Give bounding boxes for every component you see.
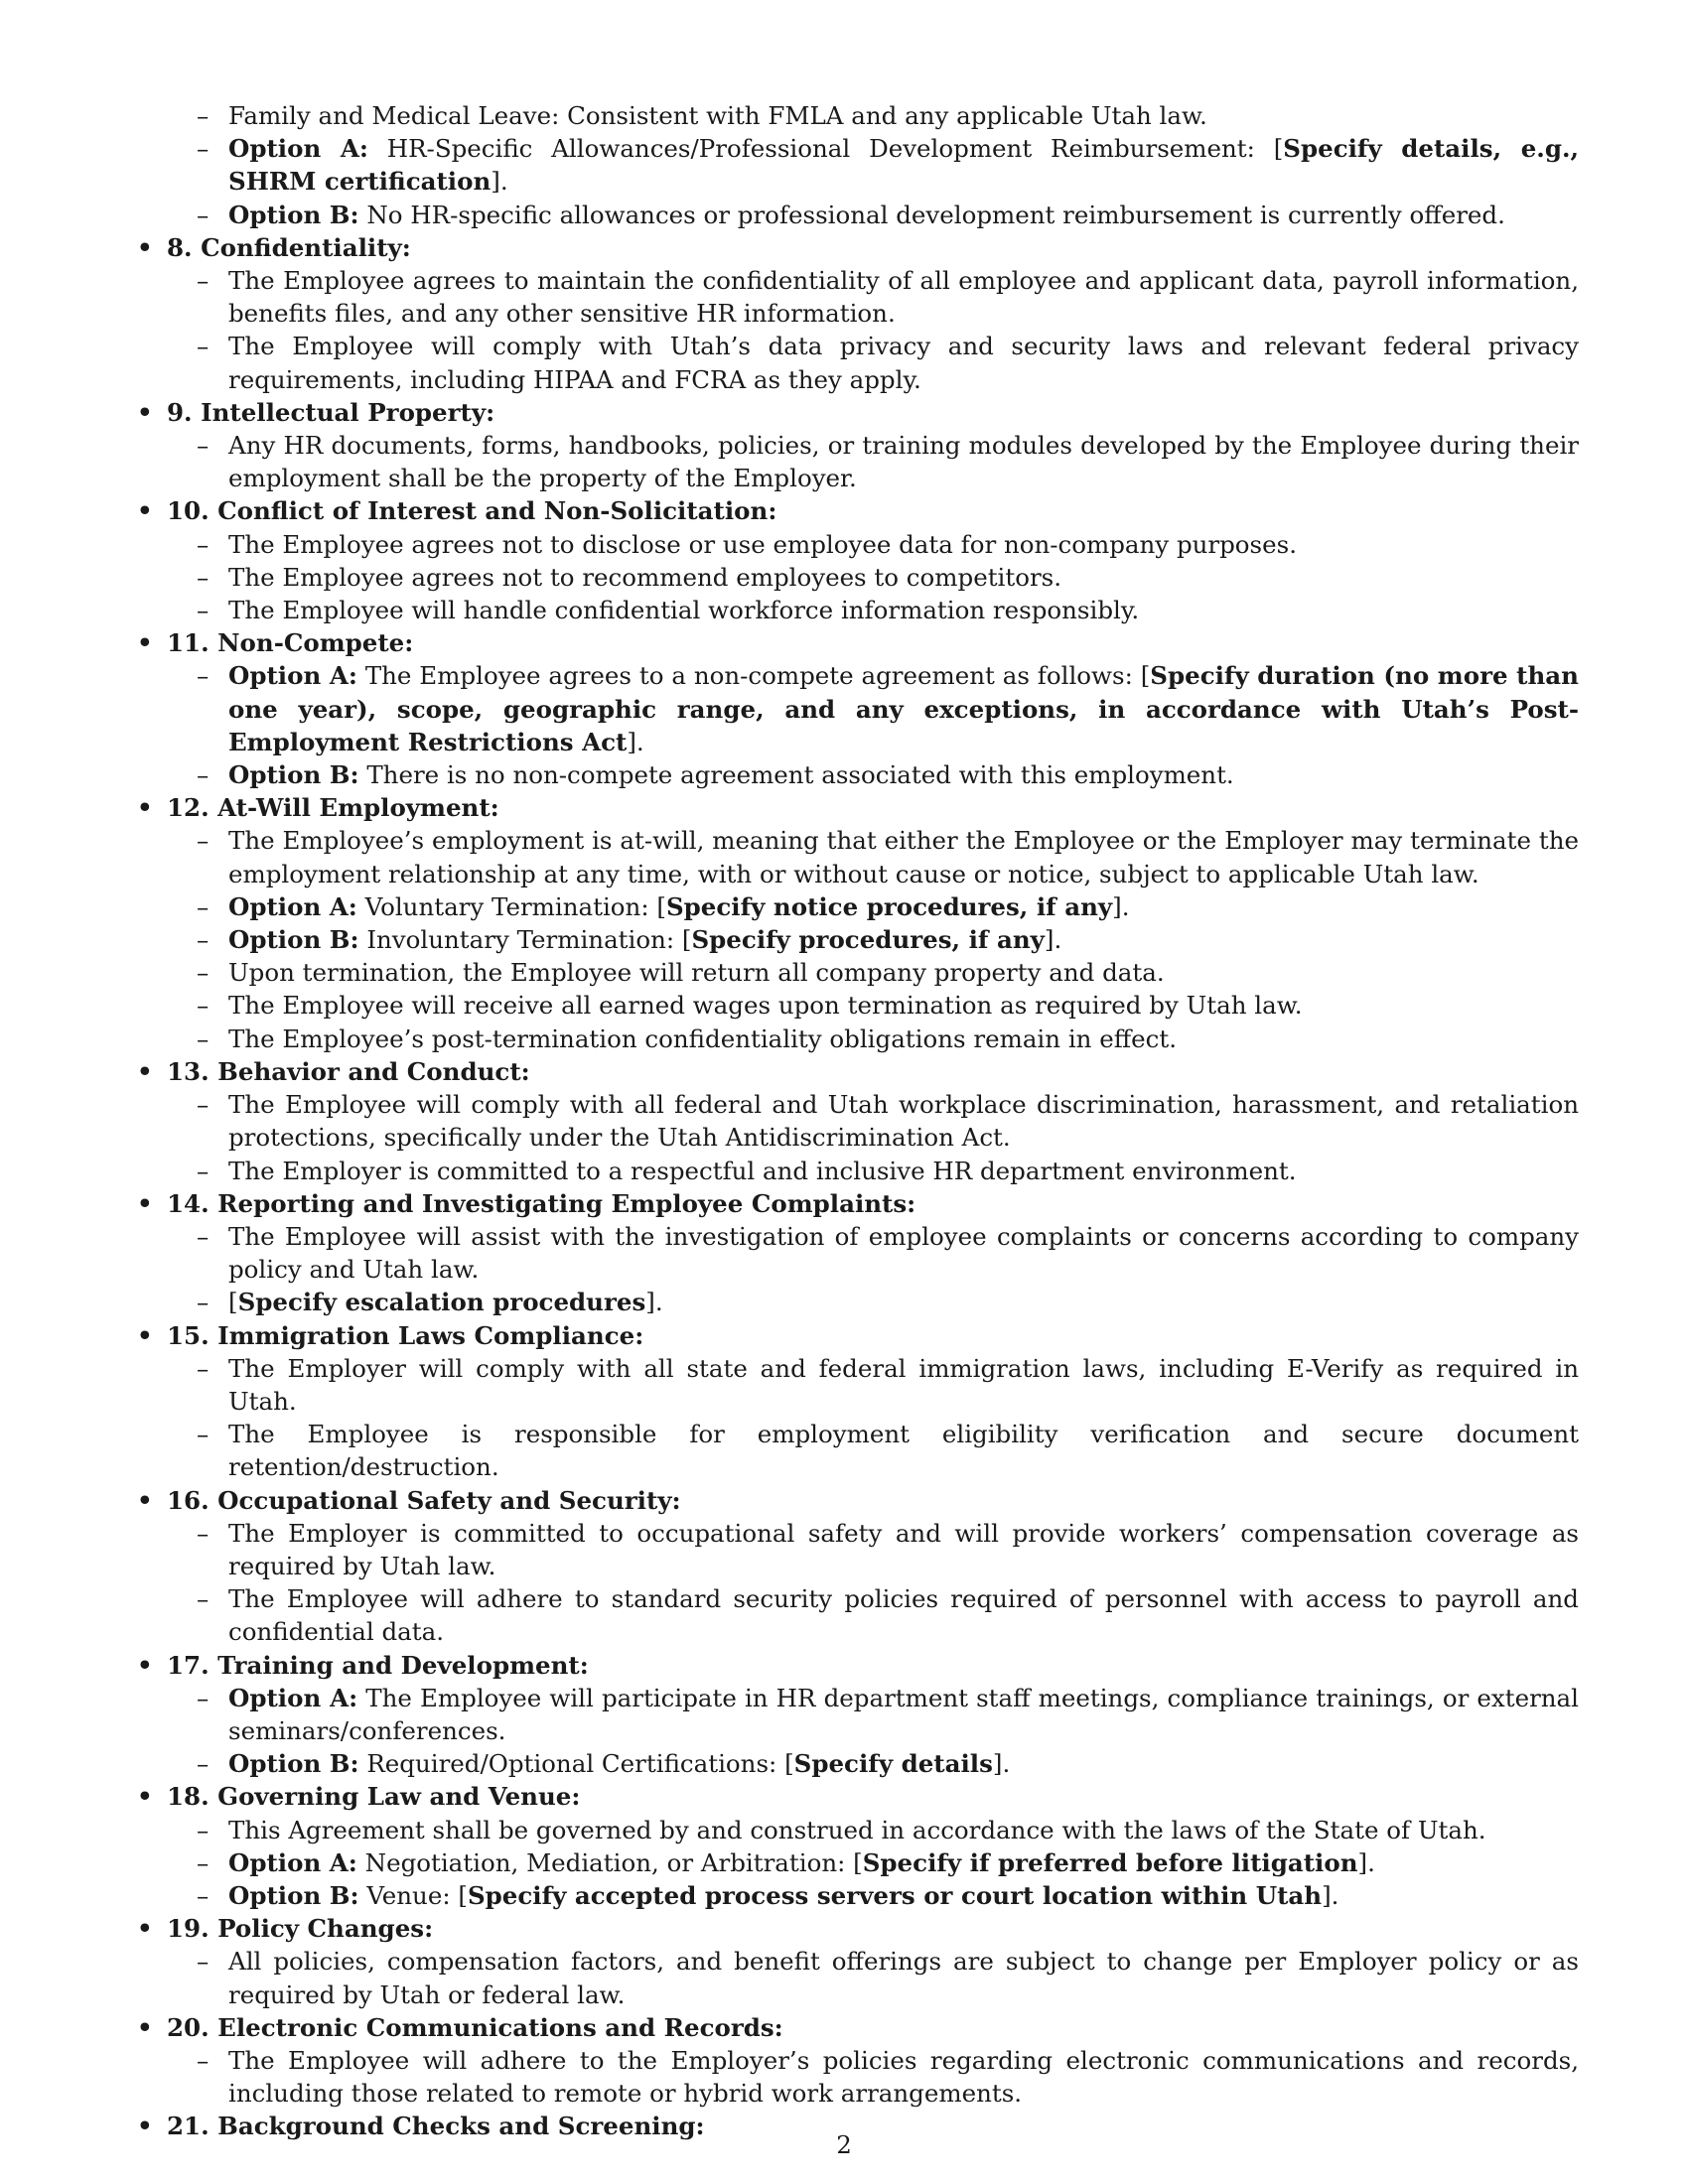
dash-marker: – (197, 1353, 210, 1383)
section (137, 1187, 1579, 1319)
section (137, 1780, 1579, 1912)
bold-text: Option B: (228, 200, 359, 229)
dash-marker: – (197, 101, 210, 130)
list-item (197, 429, 1579, 494)
dash-marker: – (197, 826, 210, 856)
section-items (197, 528, 1579, 627)
bold-text: Option B: (228, 1880, 359, 1910)
section-heading: 20. Electronic Communications and Records: (167, 2012, 783, 2042)
section-list (137, 231, 1579, 2143)
list-item (197, 1352, 1579, 1418)
section-items (197, 429, 1579, 494)
item-text: Voluntary Termination: [ (356, 891, 666, 921)
bold-text: Specify if preferred before litigation (862, 1847, 1358, 1877)
section-heading: 17. Training and Development: (167, 1650, 589, 1680)
section (137, 1319, 1579, 1484)
list-item (197, 1023, 1579, 1055)
dash-marker: – (197, 332, 210, 361)
bullet-marker: • (137, 1485, 153, 1515)
section-items (197, 824, 1579, 1054)
list-item (197, 1846, 1579, 1879)
section (137, 1912, 1579, 2011)
list-item (197, 199, 1579, 231)
item-text: The Employee will comply with Utah’s data privacy and security laws and relevant federal privacy requirements, including HIPAA and FCRA as they apply. (228, 332, 1579, 394)
list-item (197, 956, 1579, 989)
section-items (197, 1088, 1579, 1187)
bold-text: Specify duration (no more than one year), scope, geographic range, and any exceptions, in accordance with Utah’s Post-Employment Restrictions Act (228, 661, 1579, 756)
dash-marker: – (197, 1288, 210, 1317)
item-text: ]. (1322, 1880, 1339, 1910)
item-text: The Employee will participate in HR department staff meetings, compliance trainings, or external seminars/conferences. (228, 1683, 1579, 1745)
bullet-marker: • (137, 1914, 153, 1944)
section-items (197, 2044, 1579, 2110)
item-text: ]. (627, 727, 644, 756)
bold-text: Specify details, e.g., SHRM certification (228, 134, 1580, 197)
bold-text: Option A: (228, 1683, 358, 1712)
list-item (197, 1747, 1579, 1780)
item-text: ]. (1357, 1847, 1375, 1877)
item-text: The Employee will assist with the investigation of employee complaints or concerns according to company policy and Utah law. (228, 1221, 1579, 1285)
item-text: The Employer will comply with all state and federal immigration laws, including E-Verify as required in Utah. (228, 1353, 1579, 1416)
section-items (197, 1814, 1579, 1913)
section-heading: 14. Reporting and Investigating Employee Complaints: (167, 1188, 916, 1218)
dash-marker: – (197, 1815, 210, 1844)
item-text: Required/Optional Certifications: [ (358, 1749, 794, 1779)
bold-text: Option B: (228, 760, 359, 790)
dash-marker: – (197, 431, 210, 461)
item-text: The Employee will receive all earned wages upon termination as required by Utah law. (228, 991, 1303, 1021)
dash-marker: – (197, 134, 210, 164)
list-item (197, 1879, 1579, 1912)
section-heading: 19. Policy Changes: (167, 1914, 434, 1944)
item-text: Involuntary Termination: [ (358, 925, 692, 955)
list-item (197, 594, 1579, 626)
section-items (197, 659, 1579, 791)
list-item (197, 2044, 1579, 2110)
continued-items (197, 99, 1579, 231)
item-text: Family and Medical Leave: Consistent with FMLA and any applicable Utah law. (228, 101, 1207, 130)
dash-marker: – (197, 958, 210, 988)
item-text: [ (228, 1288, 238, 1317)
section-items (197, 264, 1579, 396)
dash-marker: – (197, 1221, 210, 1251)
item-text: Upon termination, the Employee will return all company property and data. (228, 958, 1165, 988)
list-item (197, 1220, 1579, 1286)
list-item (197, 1582, 1579, 1648)
list-item (197, 989, 1579, 1022)
bullet-marker: • (137, 2112, 153, 2141)
dash-marker: – (197, 661, 210, 691)
item-text: The Employer is committed to occupational safety and will provide workers’ compensation coverage as required by Utah law. (228, 1518, 1579, 1580)
dash-marker: – (197, 1749, 210, 1779)
item-text: ]. (1044, 925, 1062, 955)
section-items (197, 1517, 1579, 1649)
section (137, 396, 1579, 495)
dash-marker: – (197, 1518, 210, 1548)
dash-marker: – (197, 1090, 210, 1120)
item-text: This Agreement shall be governed by and construed in accordance with the laws of the State of Utah. (228, 1815, 1486, 1844)
section-heading: 13. Behavior and Conduct: (167, 1056, 530, 1086)
bullet-marker: • (137, 1782, 153, 1812)
list-item (197, 1814, 1579, 1846)
section-heading: 15. Immigration Laws Compliance: (167, 1320, 644, 1350)
item-text: ]. (1112, 891, 1130, 921)
document-body (137, 99, 1579, 2143)
item-text: The Employee agrees not to recommend employees to competitors. (228, 562, 1062, 592)
section-heading: 9. Intellectual Property: (167, 397, 495, 427)
item-text: ]. (491, 167, 508, 197)
section (137, 626, 1579, 791)
item-text: All policies, compensation factors, and benefit offerings are subject to change per Employer policy or as required by Utah or federal law. (228, 1947, 1579, 2009)
dash-marker: – (197, 200, 210, 229)
bullet-marker: • (137, 496, 153, 526)
list-item (197, 824, 1579, 889)
section-heading: 11. Non-Compete: (167, 628, 414, 658)
section-items (197, 1945, 1579, 2010)
item-text: Negotiation, Mediation, or Arbitration: [ (356, 1847, 863, 1877)
dash-marker: – (197, 266, 210, 296)
section (137, 1649, 1579, 1781)
list-item (197, 1088, 1579, 1154)
section-heading: 10. Conflict of Interest and Non-Solicitation: (167, 496, 777, 526)
item-text: The Employee’s employment is at-will, meaning that either the Employee or the Employer may terminate the employment relationship at any time, with or without cause or notice, subject to applicable Utah law. (228, 826, 1579, 888)
item-text: The Employee will handle confidential workforce information responsibly. (228, 596, 1140, 625)
section (137, 791, 1579, 1055)
list-item (197, 1418, 1579, 1483)
list-item (197, 99, 1579, 132)
dash-marker: – (197, 562, 210, 592)
bold-text: Specify notice procedures, if any (665, 891, 1113, 921)
bullet-marker: • (137, 628, 153, 658)
item-text: There is no non-compete agreement associated with this employment. (358, 760, 1234, 790)
item-text: The Employee agrees not to disclose or use employee data for non-company purposes. (228, 529, 1297, 559)
dash-marker: – (197, 991, 210, 1021)
bullet-marker: • (137, 397, 153, 427)
item-text: The Employee will adhere to standard security policies required of personnel with access to payroll and confidential data. (228, 1584, 1579, 1647)
section-continued (137, 99, 1579, 231)
dash-marker: – (197, 925, 210, 955)
bold-text: Option B: (228, 1749, 359, 1779)
section (137, 231, 1579, 396)
section-heading: 12. At-Will Employment: (167, 793, 499, 823)
dash-marker: – (197, 1880, 210, 1910)
dash-marker: – (197, 1024, 210, 1053)
section (137, 494, 1579, 626)
list-item (197, 132, 1579, 198)
dash-marker: – (197, 529, 210, 559)
item-text: The Employee’s post-termination confidentiality obligations remain in effect. (228, 1024, 1177, 1053)
list-item (197, 659, 1579, 758)
item-text: The Employee is responsible for employment eligibility verification and secure document retention/destruction. (228, 1420, 1579, 1482)
list-item (197, 890, 1579, 923)
section-items (197, 1220, 1579, 1319)
list-item (197, 923, 1579, 956)
bullet-marker: • (137, 1056, 153, 1086)
list-item (197, 561, 1579, 594)
item-text: ]. (645, 1288, 663, 1317)
bold-text: Option A: (228, 891, 357, 921)
item-text: Venue: [ (358, 1880, 468, 1910)
item-text: HR-Specific Allowances/Professional Development Reimbursement: [ (367, 134, 1284, 164)
dash-marker: – (197, 1947, 210, 1977)
dash-marker: – (197, 1420, 210, 1449)
bold-text: Specify procedures, if any (691, 925, 1045, 955)
bullet-marker: • (137, 1650, 153, 1680)
bullet-marker: • (137, 232, 153, 262)
section-heading: 16. Occupational Safety and Security: (167, 1485, 681, 1515)
item-text: The Employer is committed to a respectful and inclusive HR department environment. (228, 1156, 1297, 1185)
bold-text: Option A: (228, 134, 368, 164)
list-item (197, 528, 1579, 561)
list-item (197, 264, 1579, 330)
section-heading: 18. Governing Law and Venue: (167, 1782, 581, 1812)
bold-text: Option B: (228, 925, 359, 955)
item-text: The Employee agrees to a non-compete agreement as follows: [ (356, 661, 1151, 691)
section-items (197, 1682, 1579, 1781)
page-number: 2 (836, 2130, 852, 2159)
list-item (197, 330, 1579, 395)
section-heading: 21. Background Checks and Screening: (167, 2112, 705, 2141)
section (137, 1055, 1579, 1187)
item-text: Any HR documents, forms, handbooks, policies, or training modules developed by the Employee during their employment shall be the property of the Employer. (228, 431, 1579, 493)
dash-marker: – (197, 1847, 210, 1877)
bold-text: Specify details (793, 1749, 993, 1779)
section (137, 2011, 1579, 2111)
dash-marker: – (197, 1156, 210, 1185)
item-text: The Employee will adhere to the Employer’s policies regarding electronic communications and records, including those related to remote or hybrid work arrangements. (228, 2045, 1579, 2109)
dash-marker: – (197, 760, 210, 790)
bullet-marker: • (137, 793, 153, 823)
dash-marker: – (197, 891, 210, 921)
list-item (197, 1286, 1579, 1318)
list-item (197, 1155, 1579, 1187)
section-items (197, 1352, 1579, 1484)
dash-marker: – (197, 596, 210, 625)
bullet-marker: • (137, 1320, 153, 1350)
list-item (197, 1517, 1579, 1582)
dash-marker: – (197, 2045, 210, 2075)
section-heading: 8. Confidentiality: (167, 232, 411, 262)
dash-marker: – (197, 1683, 210, 1712)
bold-text: Specify accepted process servers or court location within Utah (467, 1880, 1323, 1910)
bold-text: Option A: (228, 661, 357, 691)
item-text: ]. (992, 1749, 1011, 1779)
item-text: The Employee agrees to maintain the confidentiality of all employee and applicant data, payroll information, benefits files, and any other sensitive HR information. (228, 266, 1579, 329)
bullet-marker: • (137, 2012, 153, 2042)
bold-text: Specify escalation procedures (237, 1288, 646, 1317)
item-text: The Employee will comply with all federal and Utah workplace discrimination, harassment, and retaliation protections, specifically under the Utah Antidiscrimination Act. (228, 1090, 1579, 1153)
dash-marker: – (197, 1584, 210, 1614)
list-item (197, 758, 1579, 791)
item-text: No HR-specific allowances or professional development reimbursement is currently offered. (358, 200, 1505, 229)
bold-text: Option A: (228, 1847, 357, 1877)
list-item (197, 1682, 1579, 1747)
list-item (197, 1945, 1579, 2010)
section (137, 1484, 1579, 1649)
bullet-marker: • (137, 1188, 153, 1218)
